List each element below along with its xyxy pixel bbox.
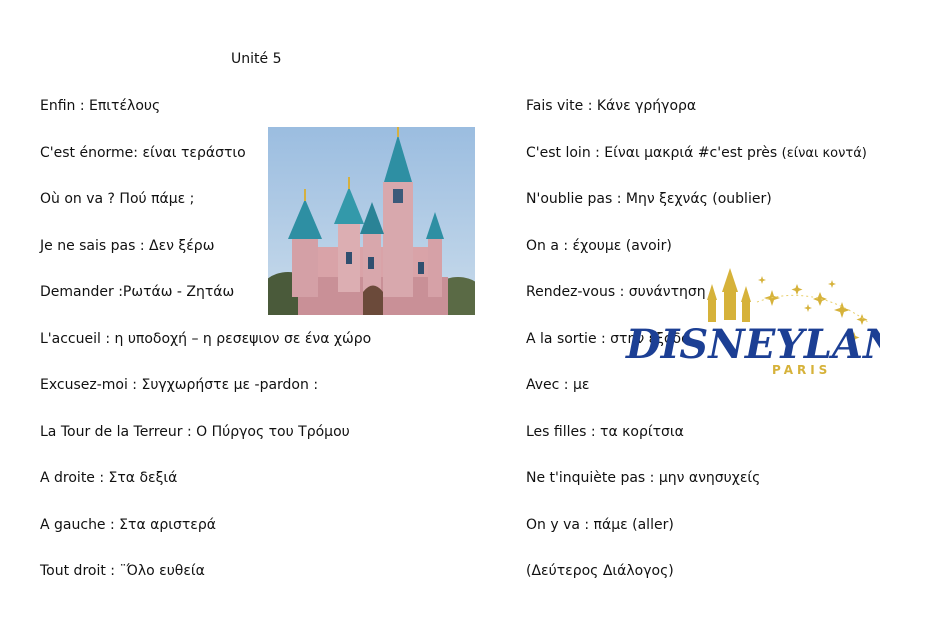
right-vocab-line — [526, 144, 867, 163]
page-title: Unité 5 — [231, 51, 282, 67]
right-vocab-line — [526, 516, 674, 534]
vocab-text: Ne t'inquiète pas : μην ανησυχείς — [526, 470, 761, 486]
left-vocab-line — [40, 423, 350, 441]
vocab-text: L'accueil : η υποδοχή – η ρεσεψιον σε ένα χώρο — [40, 331, 372, 347]
right-vocab-line — [526, 97, 696, 115]
left-vocab-line — [40, 516, 216, 534]
vocab-text: A la sortie : στην έξοδο — [526, 331, 690, 347]
left-vocab-line — [40, 469, 177, 487]
vocab-text: Fais vite : Κάνε γρήγορα — [526, 98, 697, 114]
vocab-suffix: (είναι κοντά) — [781, 146, 867, 161]
right-vocab-line — [526, 237, 672, 255]
left-vocab-line — [40, 144, 246, 162]
vocab-text: Je ne sais pas : Δεν ξέρω — [40, 238, 215, 254]
vocab-text: (Δεύτερος Διάλογος) — [526, 563, 674, 579]
vocab-text: N'oublie pas : Μην ξεχνάς (oublier) — [526, 191, 772, 207]
left-vocab-line — [40, 330, 371, 348]
vocab-text: Où on va ? Πού πάμε ; — [40, 191, 195, 207]
vocab-text: A droite : Στα δεξιά — [40, 470, 178, 486]
vocab-text: Excusez-moi : Συγχωρήστε με -pardon : — [40, 377, 319, 393]
vocab-text: Tout droit : ¨Όλο ευθεία — [40, 563, 205, 579]
left-vocab-line — [40, 376, 318, 394]
vocab-text: C'est énorme: είναι τεράστιο — [40, 145, 246, 161]
vocab-text: Les filles : τα κορίτσια — [526, 424, 684, 440]
disneyland-paris-logo — [622, 262, 880, 380]
vocab-text: A gauche : Στα αριστερά — [40, 517, 216, 533]
vocab-text: C'est loin : Είναι μακριά #c'est près — [526, 145, 778, 161]
vocab-text: La Tour de la Terreur : Ο Πύργος του Τρόμου — [40, 424, 350, 440]
left-vocab-line — [40, 237, 214, 255]
right-vocab-line — [526, 376, 589, 394]
logo-wordmark: DISNEYLA — [626, 321, 864, 368]
right-vocab-line — [526, 562, 674, 580]
left-vocab-line — [40, 283, 234, 301]
vocab-text: Avec : με — [526, 377, 590, 393]
castle-photo — [268, 127, 475, 315]
right-vocab-line — [526, 423, 684, 441]
right-vocab-line — [526, 469, 760, 487]
left-vocab-line — [40, 562, 205, 580]
vocab-text: On a : έχουμε (avoir) — [526, 238, 672, 254]
logo-subtitle: PARIS — [772, 363, 832, 377]
left-vocab-line — [40, 97, 160, 115]
vocab-text: On y va : πάμε (aller) — [526, 517, 674, 533]
vocab-text: Enfin : Επιτέλους — [40, 98, 161, 114]
vocab-text: Rendez-vous : συνάντηση — [526, 284, 706, 300]
left-vocab-line — [40, 190, 194, 208]
vocab-text: Demander :Ρωτάω - Ζητάω — [40, 284, 235, 300]
right-vocab-line — [526, 190, 772, 208]
